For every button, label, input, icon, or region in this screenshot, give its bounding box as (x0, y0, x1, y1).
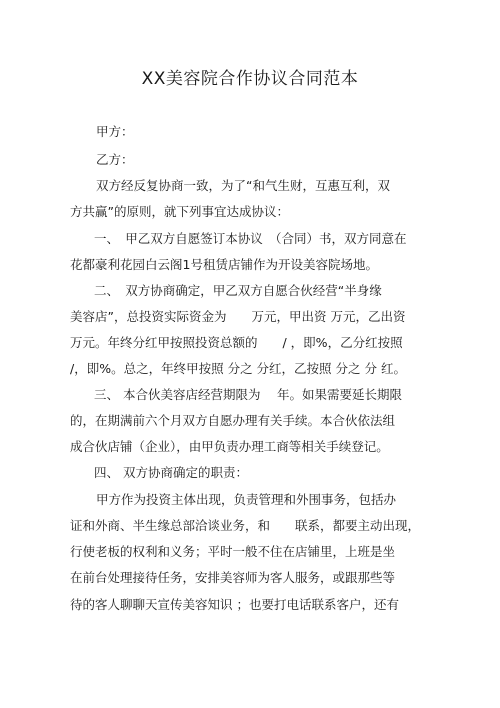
body-line: 方共赢”的原则，就下列事宜达成协议： (70, 204, 289, 219)
body-line: 三、 本合伙美容店经营期限为 年。如果需要延长期限 (94, 387, 402, 402)
body-line: 成合伙店铺（企业），由甲负责办理工商等相关手续登记。 (70, 439, 389, 454)
body-line: 美容店”，总投资实际资金为 万元，甲出资 万元，乙出资 (70, 309, 406, 324)
body-line: 证和外商、半生缘总部洽谈业务，和 联系，都要主动出现， (70, 518, 421, 533)
body-line: 待的客人聊聊天宣传美容知识 ；也要打电话联系客户，还有 (70, 597, 399, 612)
body-line: 一、 甲乙双方自愿签订本协议 （合同）书，双方同意在 (94, 231, 407, 246)
body-line: 在前台处理接待任务，安排美容师为客人服务，或跟那些等 (70, 570, 396, 585)
body-line: 行使老板的权利和义务；平时一般不住在店铺里，上班是坐 (70, 544, 396, 559)
party-a-label: 甲方： (96, 124, 134, 139)
body-line: 甲方作为投资主体出现，负责管理和外围事务，包括办 (96, 492, 397, 507)
body-line: /，即%。总之，年终甲按照 分之 分红，乙按照 分之 分 红。 (70, 361, 406, 376)
document-title: XX美容院合作协议合同范本 (141, 69, 359, 89)
body-line: 万元。年终分红甲按照投资总额的 / ，即%，乙分红按照 (70, 335, 403, 350)
body-line: 二、 双方协商确定，甲乙双方自愿合伙经营“半身缘 (94, 283, 382, 298)
body-line: 的，在期满前六个月双方自愿办理有关手续。本合伙依法组 (70, 413, 396, 428)
body-line: 花都豪利花园白云阁1号租赁店铺作为开设美容院场地。 (70, 257, 378, 272)
body-line: 双方经反复协商一致，为了“和气生财，互惠互利，双 (96, 178, 390, 193)
party-b-label: 乙方： (96, 152, 134, 167)
body-line: 四、 双方协商确定的职责： (94, 465, 248, 480)
